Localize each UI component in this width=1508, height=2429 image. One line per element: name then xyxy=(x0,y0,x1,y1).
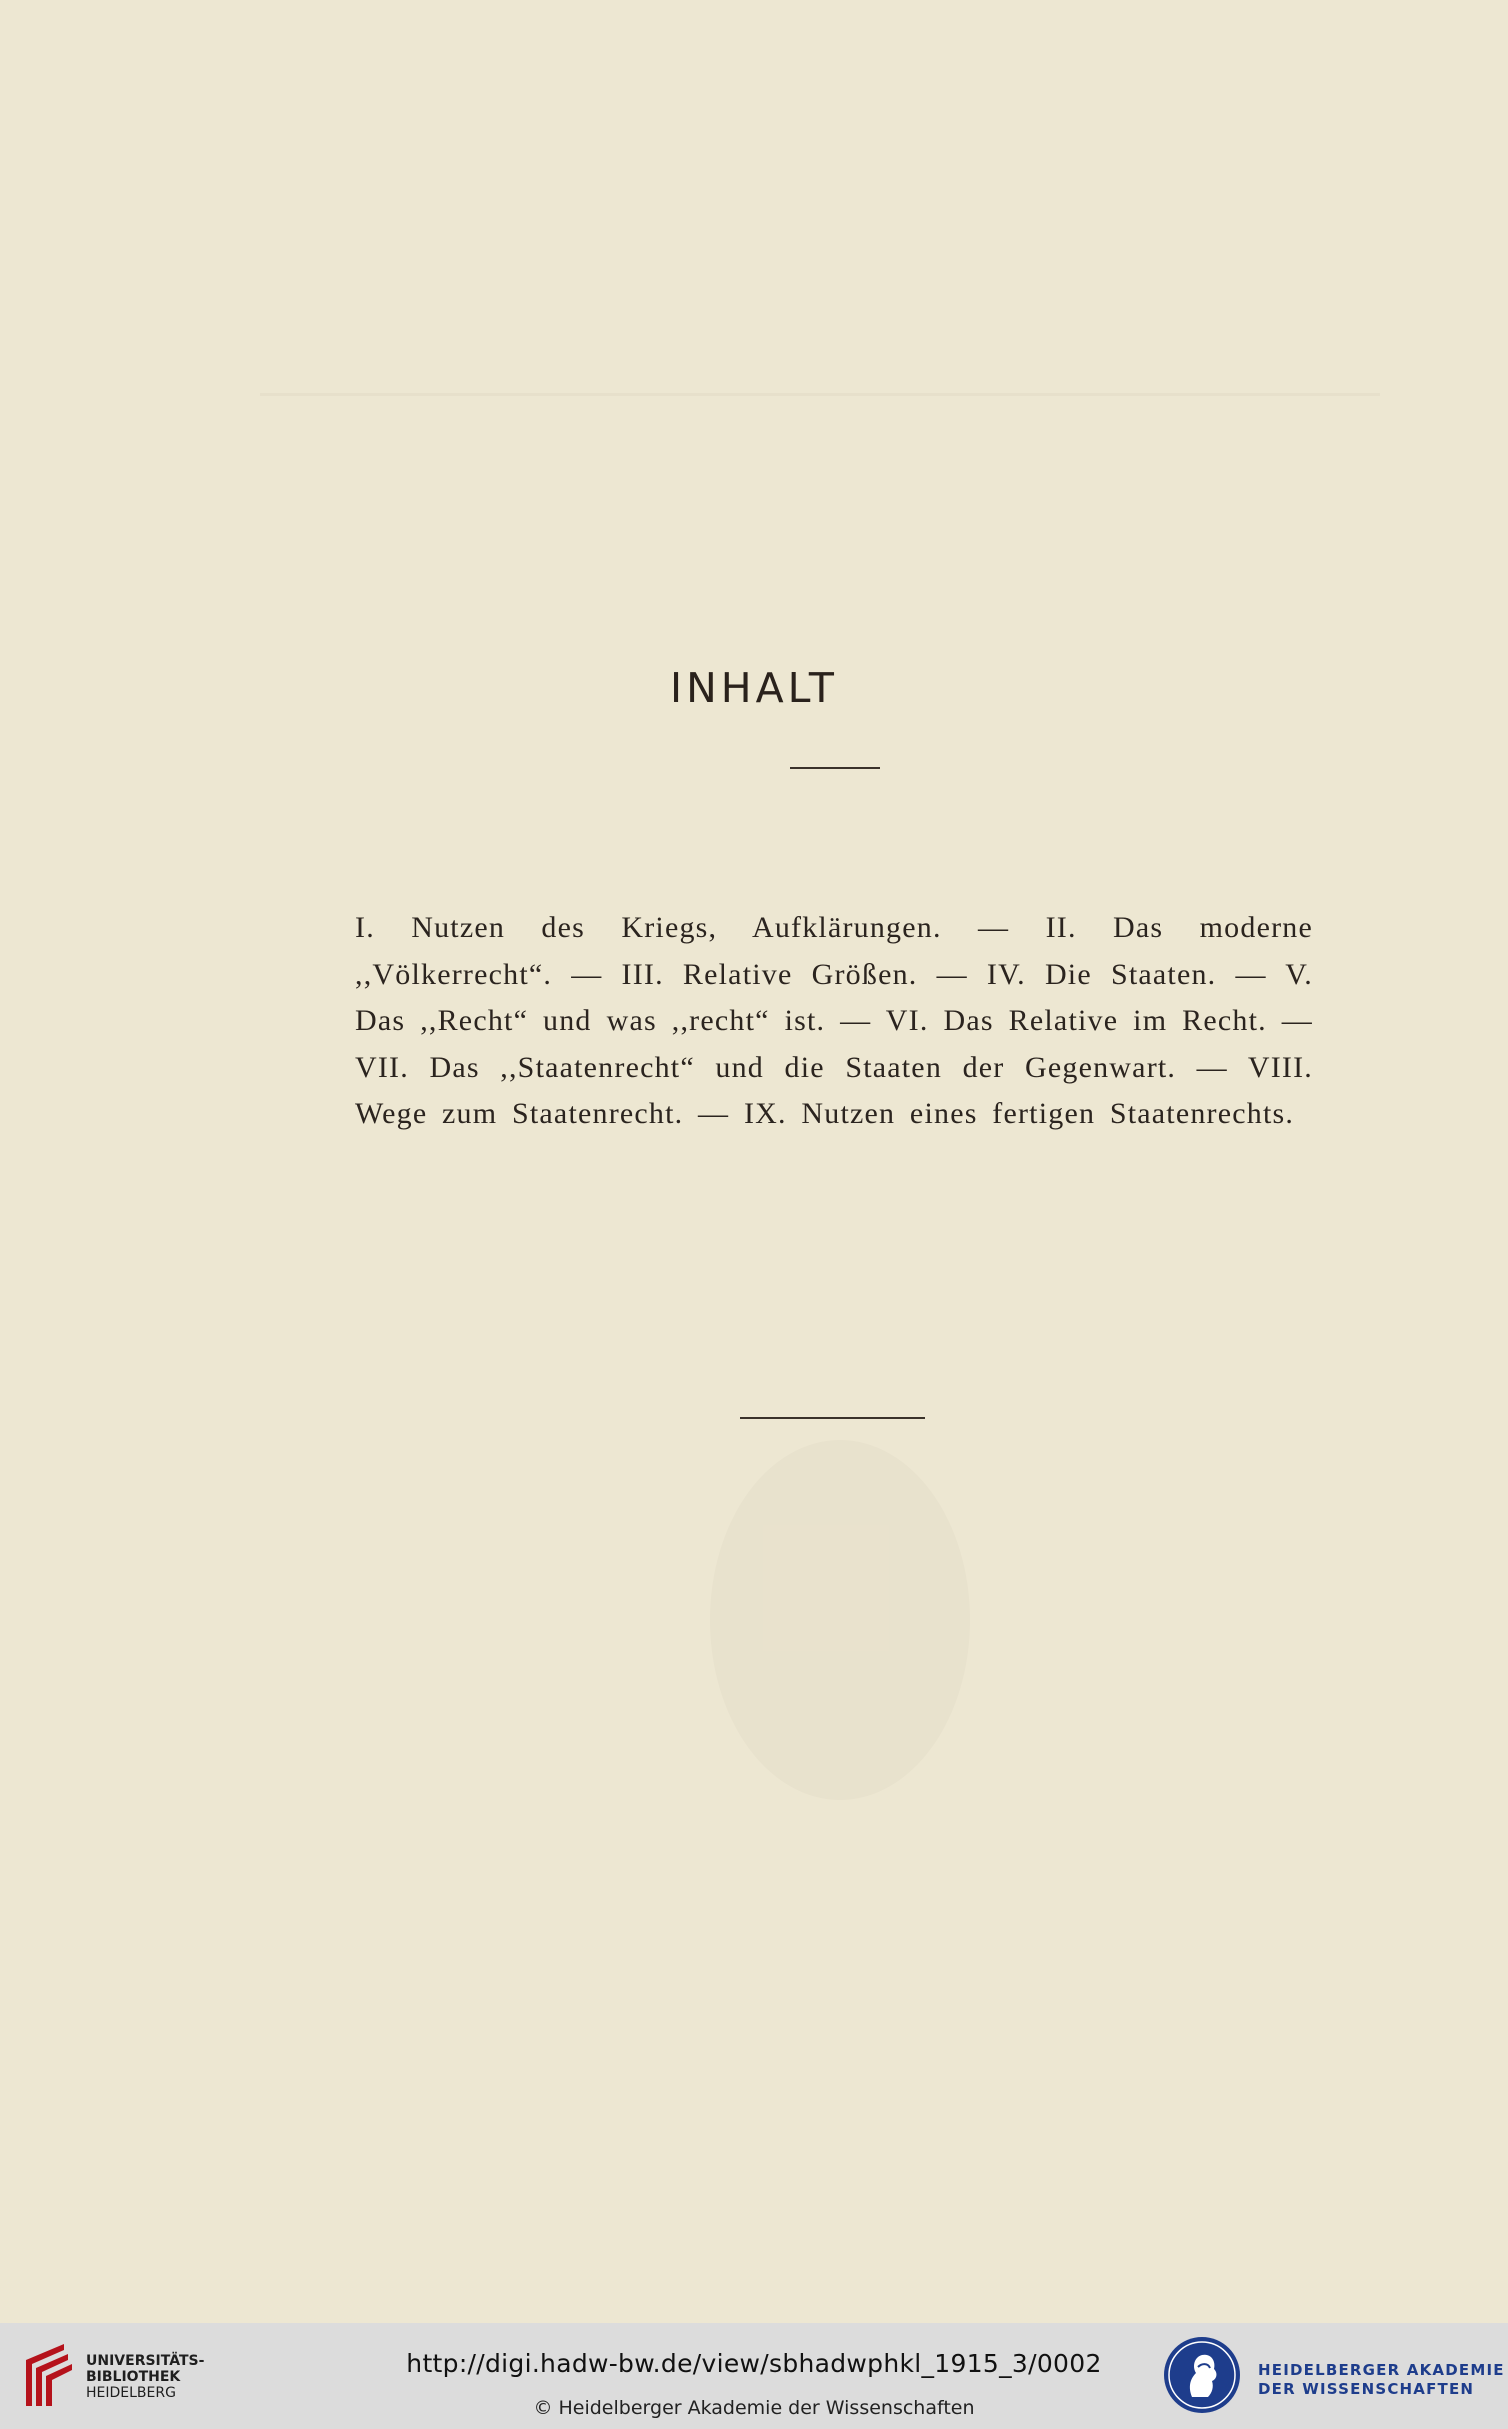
show-through-seal xyxy=(710,1440,970,1800)
footer-bar xyxy=(0,2323,1508,2429)
academy-seal-icon[interactable] xyxy=(1162,2335,1242,2415)
copyright-notice: © Heidelberger Akademie der Wissenschaften xyxy=(533,2397,975,2419)
end-divider xyxy=(740,1417,925,1419)
library-name-line3: HEIDELBERG xyxy=(86,2385,176,2401)
page-title: INHALT xyxy=(670,664,838,712)
show-through-text xyxy=(0,210,1508,248)
title-divider xyxy=(790,767,880,769)
page-url-link[interactable]: http://digi.hadw-bw.de/view/sbhadwphkl_1915_3/0002 xyxy=(406,2349,1102,2378)
library-name-line2: BIBLIOTHEK xyxy=(86,2369,181,2385)
library-name-line1: UNIVERSITÄTS- xyxy=(86,2353,205,2369)
academy-name-line2: DER WISSENSCHAFTEN xyxy=(1258,2380,1475,2398)
academy-name[interactable] xyxy=(1258,2361,1505,2399)
table-of-contents: I. Nutzen des Kriegs, Aufklärungen. — II. Das moderne ,,Völkerrecht“. — III. Relative Größen. — IV. Die Staaten. — V. Das ,,Recht“ und was ,,recht“ ist. — VI. Das Relative im Recht. — VII. Das ,,Staatenrecht“ und die Staaten der Gegenwart. — VIII. Wege zum Staatenrecht. — IX. Nutzen eines fertigen Staatenrechts. xyxy=(355,911,1313,1130)
show-through-rule xyxy=(260,393,1380,396)
academy-name-line1: HEIDELBERGER AKADEMIE xyxy=(1258,2361,1505,2379)
